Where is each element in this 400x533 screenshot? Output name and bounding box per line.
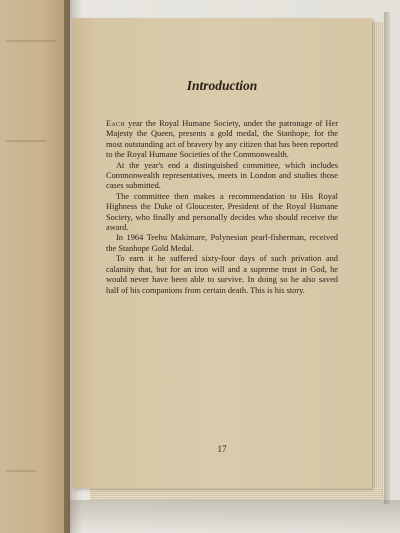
bleed-through-line [6, 470, 36, 472]
book-page [72, 18, 372, 488]
facing-page-left [0, 0, 70, 533]
paragraph: At the year's end a distinguished committee, which includes Commonwealth representatives, meets in London and studies those cases submitted. [106, 160, 338, 191]
page-edges-bottom [90, 488, 382, 500]
page-edges-right [372, 22, 384, 500]
paragraph-text: year the Royal Humane Society, under the patronage of Her Majesty the Queen, presents a gold medal, the Stanhope, for the most outstanding act of bravery by any citizen that has been reported to the Royal Humane Societies of the Commonwealth. [106, 119, 338, 160]
bleed-through-line [6, 140, 46, 142]
paragraph: To earn it he suffered sixty-four days of such privation and calamity that, but for an iron will and a supreme trust in God, he would never have been able to survive. In doing so he also saved half of his companions from certain death. This is his story. [106, 254, 338, 295]
paragraph: In 1964 Teehu Makimare, Polynesian pearl-fisherman, received the Stanhope Gold Medal. [106, 233, 338, 253]
page-number: 17 [217, 444, 227, 454]
surface-shadow [70, 500, 400, 533]
paragraph-lead-word: Each [106, 119, 125, 128]
bleed-through-line [6, 40, 56, 42]
chapter-body [106, 119, 338, 296]
book-cover-edge [384, 12, 390, 504]
chapter-title: Introduction [186, 78, 258, 93]
paragraph: The committee then makes a recommendation to His Royal Highness the Duke of Gloucester, President of the Royal Humane Society, who finally and personally decides who should receive the award. [106, 191, 338, 233]
paragraph [106, 119, 338, 161]
